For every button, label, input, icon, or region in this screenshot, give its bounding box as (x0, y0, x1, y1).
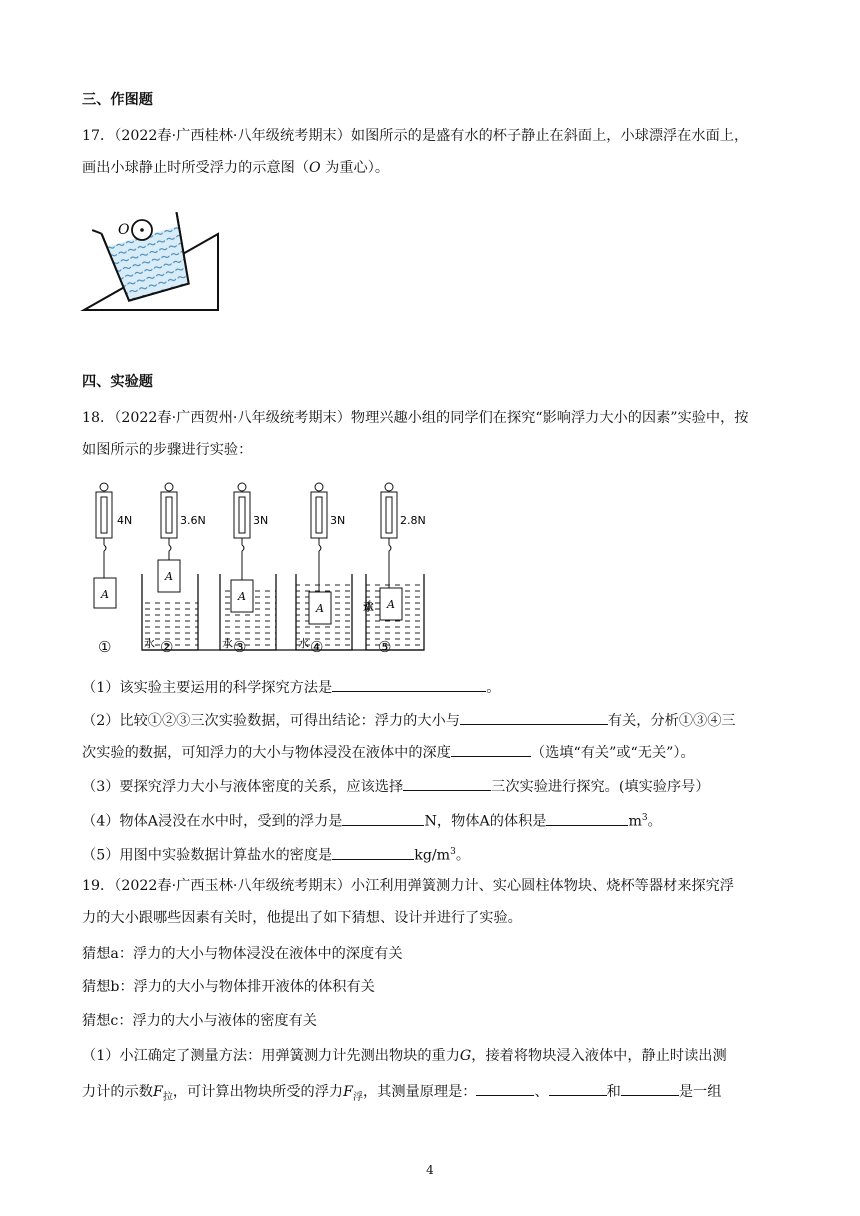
section-title-experiment: 四、实验题 (82, 374, 153, 390)
blank-8[interactable] (476, 1081, 534, 1096)
step-number-2: ② (160, 638, 174, 656)
q18-line1: 18．（2022春·广西贺州·八年级统考期末）物理兴趣小组的同学们在探究“影响浮力大小的因素”实验中，按 (82, 410, 749, 426)
q19-guess-b: 猜想b：浮力的大小与物体排开液体的体积有关 (82, 979, 375, 995)
liquid-label-3: 水 (222, 637, 233, 650)
q19-guess-c: 猜想c：浮力的大小与液体的密度有关 (82, 1013, 317, 1029)
step-number-1: ① (98, 638, 112, 656)
blank-5[interactable] (342, 811, 424, 826)
blank-9[interactable] (549, 1081, 607, 1096)
step2-apparatus (142, 483, 206, 650)
q19-part1-cont: 力计的示数$F_拉$，可计算出物块所受的浮力$F_浮$，其测量原理是： 、 和 是一组 (82, 1081, 721, 1108)
step-number-4: ④ (310, 638, 324, 656)
q19-line1: 19．（2022春·广西玉林·八年级统考期末）小江利用弹簧测力计、实心圆柱体物块、烧杯等器材来探究浮 (82, 878, 734, 894)
blank-4[interactable] (403, 776, 491, 791)
q18-part1: （1）该实验主要运用的科学探究方法是 。 (82, 677, 500, 698)
blank-2[interactable] (460, 710, 608, 725)
liquid-label-2: 水 (144, 637, 155, 650)
q17-line2: 画出小球静止时所受浮力的示意图（O 为重心）。 (82, 160, 390, 176)
reading-4: 3N (330, 514, 346, 527)
q17-line1: 17．（2022春·广西桂林·八年级统考期末）如图所示的是盛有水的杯子静止在斜面上，小球漂浮在水面上， (82, 128, 749, 144)
q19-guess-a: 猜想a：浮力的大小与物体浸没在液体中的深度有关 (82, 946, 403, 962)
step3-apparatus (220, 483, 276, 650)
block-label-4: A (316, 602, 324, 615)
q19-part1: （1）小江确定了测量方法：用弹簧测力计先测出物块的重力G，接着将物块浸入液体中，静止时读出测 (82, 1048, 727, 1064)
step1-apparatus (94, 483, 132, 608)
blank-1[interactable] (332, 677, 486, 692)
reading-5: 2.8N (400, 514, 426, 527)
q18-figure (84, 480, 444, 660)
liquid-label-4: 水 (298, 637, 309, 650)
block-label-2: A (165, 570, 173, 583)
page-number: 4 (426, 1163, 434, 1177)
reading-2: 3.6N (180, 514, 206, 527)
step-number-3: ③ (233, 638, 247, 656)
blank-7[interactable] (332, 845, 414, 860)
section-title-drawing: 三、作图题 (82, 92, 153, 108)
blank-3[interactable] (451, 742, 531, 757)
q18-part5: （5）用图中实验数据计算盐水的密度是 $kg/m^3$。 (82, 842, 470, 866)
block-label-3: A (238, 590, 246, 603)
q17-figure (80, 204, 230, 316)
q19-line2: 力的大小跟哪些因素有关时，他提出了如下猜想、设计并进行了实验。 (82, 910, 522, 926)
blank-10[interactable] (621, 1081, 679, 1096)
q18-part2-cont: 次实验的数据，可知浮力的大小与物体浸没在液体中的深度 （选填“有关”或“无关”）。 (82, 742, 695, 763)
step5-apparatus (362, 483, 426, 650)
q18-part3: （3）要探究浮力大小与液体密度的关系，应该选择 三次实验进行探究。(填实验序号） (82, 776, 710, 797)
step-number-5: ⑤ (378, 638, 392, 656)
liquid-label-5: 盐水 (361, 600, 375, 612)
block-label-1: A (101, 588, 109, 601)
step4-apparatus (296, 483, 352, 650)
blank-6[interactable] (546, 811, 628, 826)
q18-part2: （2）比较①②③三次实验数据，可得出结论：浮力的大小与 有关，分析①③④三 (82, 710, 736, 731)
reading-3: 3N (253, 514, 269, 527)
q18-part4: （4）物体A浸没在水中时，受到的浮力是 N，物体A的体积是 $m^3$。 (82, 808, 662, 832)
block-label-5: A (387, 598, 395, 611)
reading-1: 4N (117, 514, 133, 527)
q18-line2: 如图所示的步骤进行实验： (82, 442, 253, 458)
q17-center-label: O (118, 222, 130, 238)
